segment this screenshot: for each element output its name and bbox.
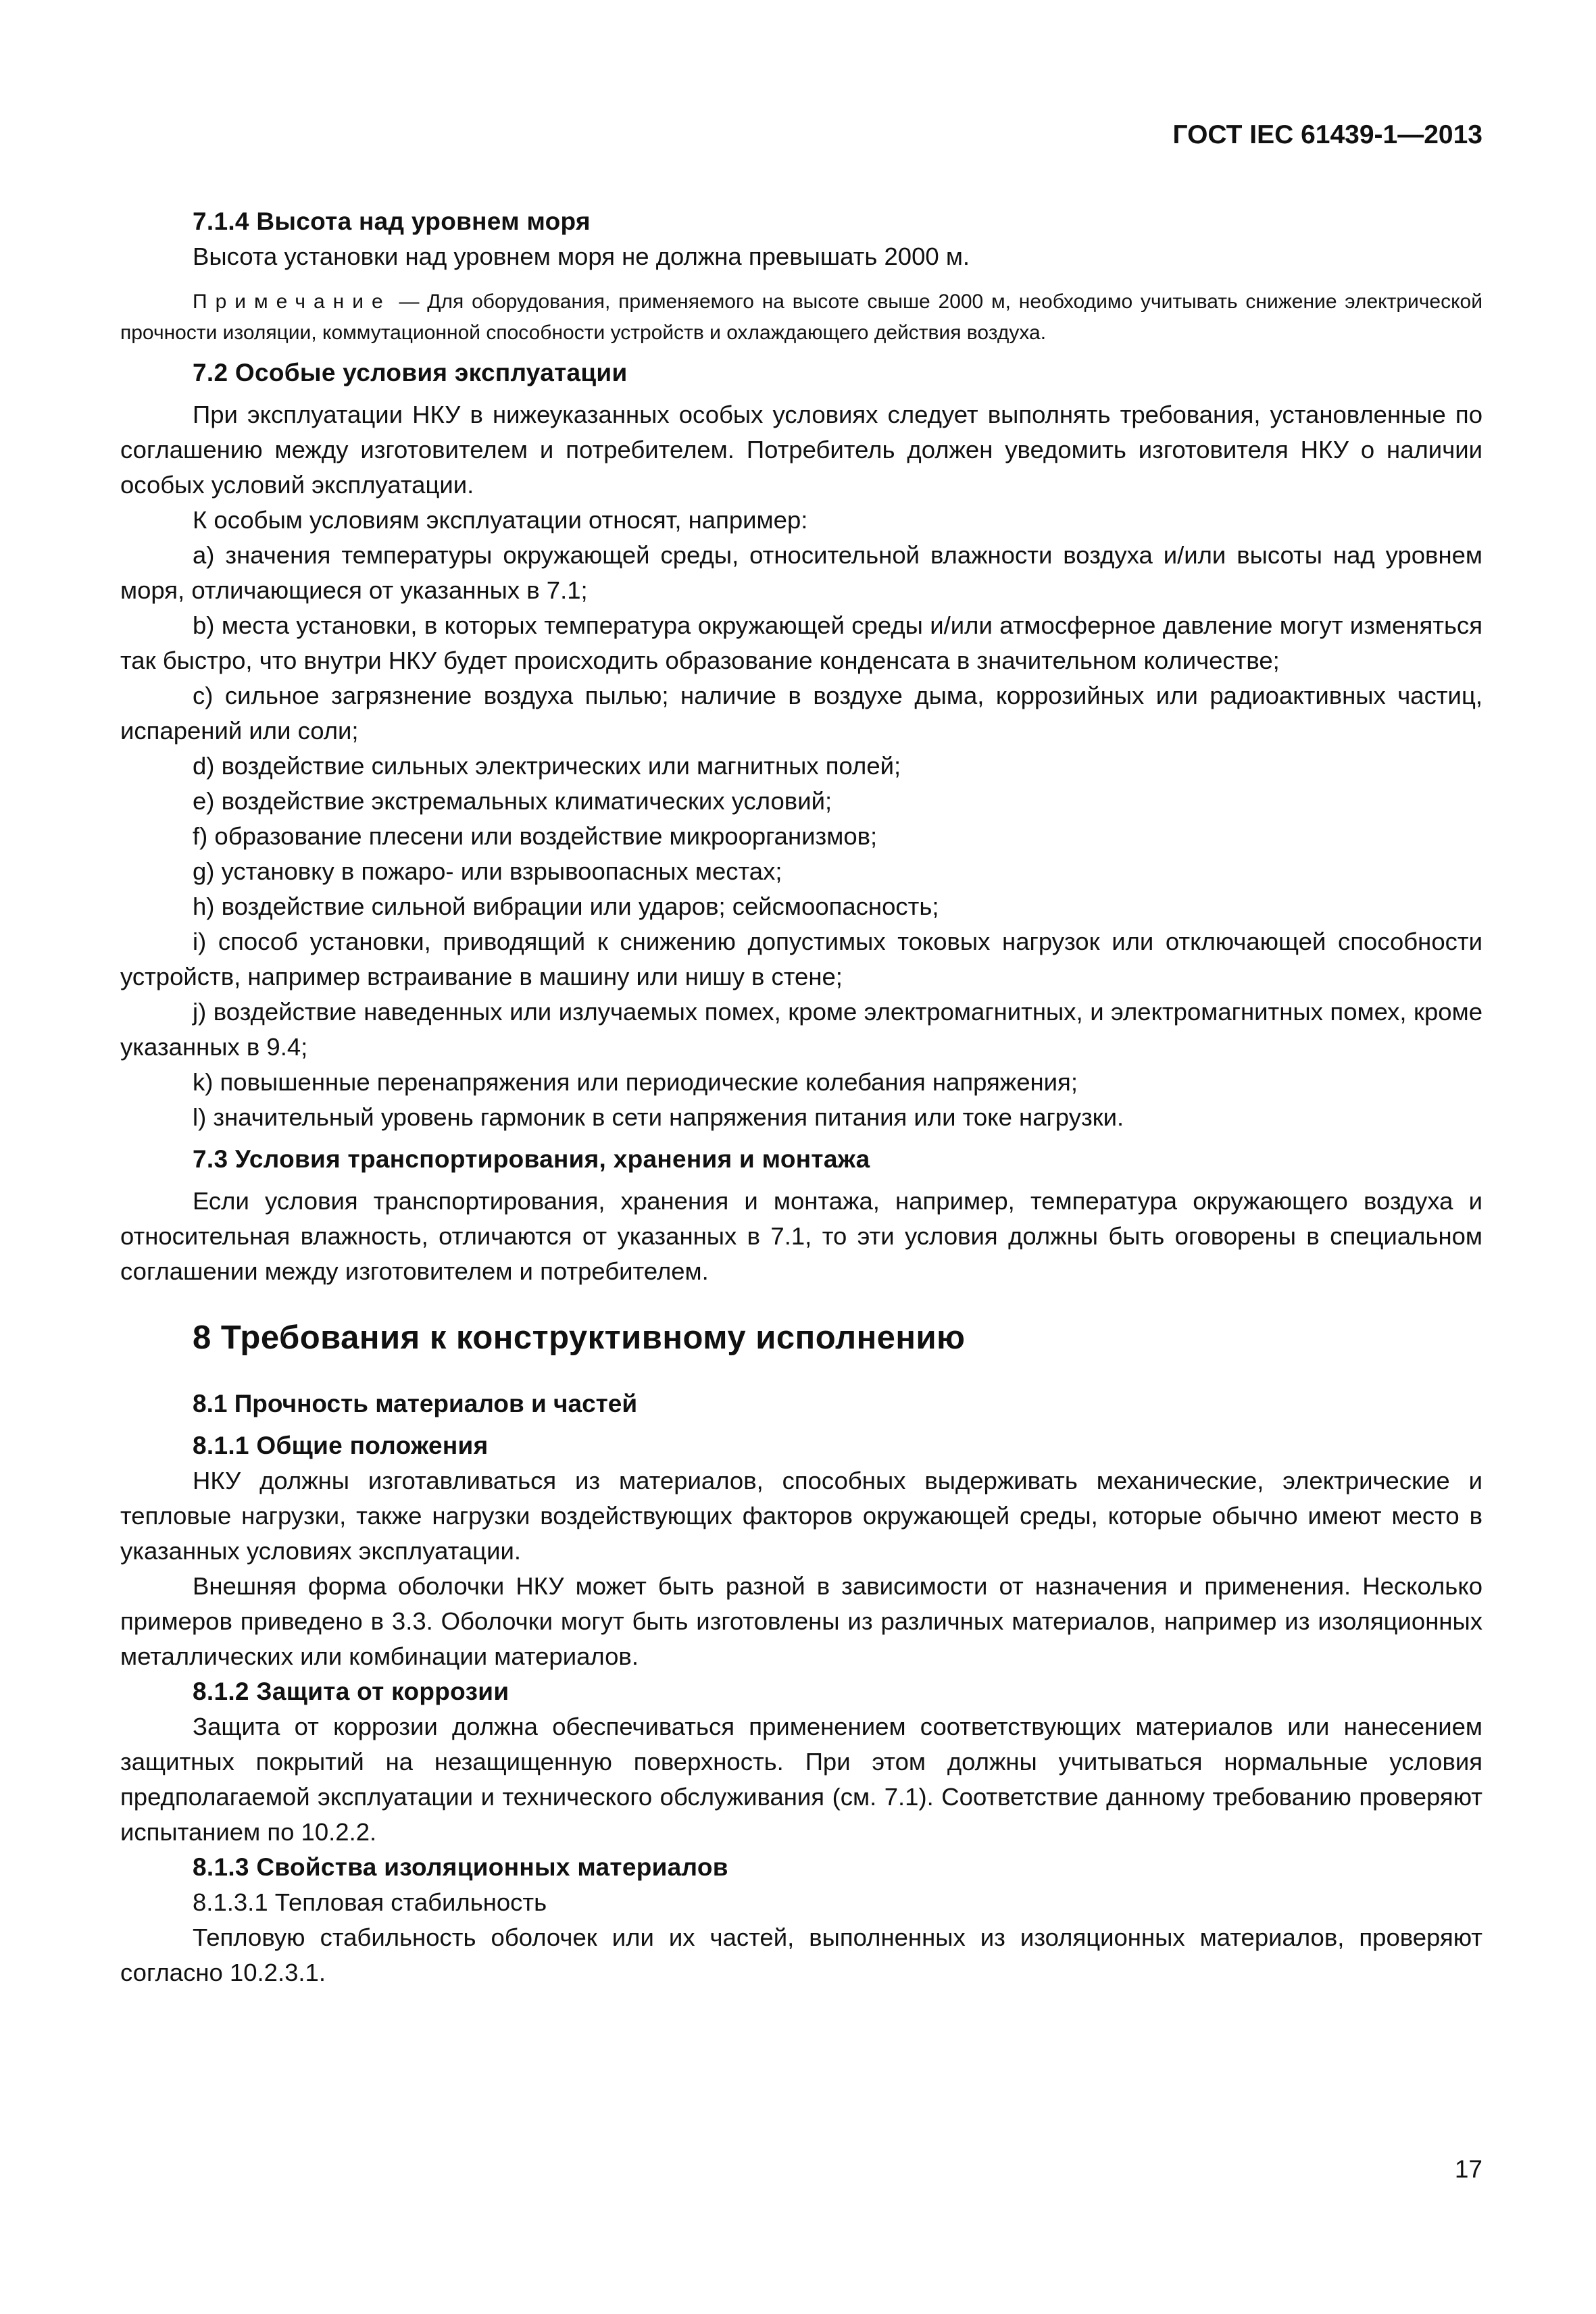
heading-8-1-1: 8.1.1 Общие положения [193, 1432, 489, 1459]
list-item-g: g) установку в пожаро- или взрывоопасных местах; [193, 857, 782, 885]
subheading-8-1-3-1: 8.1.3.1 Тепловая стабильность [193, 1888, 547, 1916]
paragraph: Внешняя форма оболочки НКУ может быть разной в зависимости от назначения и применения. Несколько примеров приведено в 3.3. Оболочки могут быть изготовлены из различных материалов, например из изоляционных металлических или комбинации материалов. [120, 1572, 1482, 1670]
list-item-i: i) способ установки, приводящий к снижению допустимых токовых нагрузок или отключающей способности устройств, например встраивание в машину или нишу в стене; [120, 928, 1482, 990]
list-item-k: k) повышенные перенапряжения или периодические колебания напряжения; [193, 1068, 1078, 1096]
list-item-d: d) воздействие сильных электрических или магнитных полей; [193, 752, 901, 780]
heading-8-1-3: 8.1.3 Свойства изоляционных материалов [193, 1853, 728, 1881]
list-item-h: h) воздействие сильной вибрации или ударов; сейсмоопасность; [193, 892, 939, 920]
paragraph: Высота установки над уровнем моря не должна превышать 2000 м. [193, 243, 970, 270]
list-item-a: a) значения температуры окружающей среды, относительной влажности воздуха и/или высоты над уровнем моря, отличающиеся от указанных в 7.1; [120, 541, 1482, 604]
paragraph: Защита от коррозии должна обеспечиваться применением соответствующих материалов или нанесением защитных покрытий на незащищенную поверхность. При этом должны учитываться нормальные условия предполагаемой эксплуатации и технического обслуживания (см. 7.1). Соответствие данному требованию проверяют испытанием по 10.2.2. [120, 1713, 1482, 1846]
list-item-b: b) места установки, в которых температура окружающей среды и/или атмосферное давление могут изменяться так быстро, что внутри НКУ будет происходить образование конденсата в значительном количестве; [120, 611, 1482, 674]
note [120, 286, 1482, 349]
list-item-l: l) значительный уровень гармоник в сети напряжения питания или токе нагрузки. [193, 1103, 1124, 1131]
heading-8-1: 8.1 Прочность материалов и частей [193, 1390, 638, 1417]
page-number: 17 [1454, 2155, 1482, 2183]
standard-header: ГОСТ IEC 61439-1—2013 [1172, 120, 1482, 149]
paragraph: Если условия транспортирования, хранения и монтажа, например, температура окружающего воздуха и относительная влажность, отличаются от указанных в 7.1, то эти условия должны быть оговорены в специальном соглашении между изготовителем и потребителем. [120, 1187, 1482, 1285]
list-item-e: e) воздействие экстремальных климатических условий; [193, 787, 832, 815]
note-label: Примечание [193, 291, 391, 313]
note-text: — Для оборудования, применяемого на высоте свыше 2000 м, необходимо учитывать снижение электрической прочности изоляции, коммутационной способности устройств и охлаждающего действия воздуха. [120, 291, 1482, 344]
page-content [120, 204, 1482, 1990]
list-item-c: c) сильное загрязнение воздуха пылью; наличие в воздухе дыма, коррозийных или радиоактивных частиц, испарений или соли; [120, 682, 1482, 745]
heading-7-1-4: 7.1.4 Высота над уровнем моря [193, 207, 591, 235]
paragraph: НКУ должны изготавливаться из материалов, способных выдерживать механические, электрические и тепловые нагрузки, также нагрузки воздействующих факторов окружающей среды, которые обычно имеют место в указанных условиях эксплуатации. [120, 1467, 1482, 1565]
heading-8-1-2: 8.1.2 Защита от коррозии [193, 1678, 509, 1705]
paragraph: К особым условиям эксплуатации относят, например: [193, 506, 808, 534]
list-item-j: j) воздействие наведенных или излучаемых помех, кроме электромагнитных, и электромагнитных помех, кроме указанных в 9.4; [120, 998, 1482, 1061]
heading-8: 8 Требования к конструктивному исполнению [193, 1319, 966, 1356]
paragraph: При эксплуатации НКУ в нижеуказанных особых условиях следует выполнять требования, установленные по соглашению между изготовителем и потребителем. Потребитель должен уведомить изготовителя НКУ о наличии особых условий эксплуатации. [120, 401, 1482, 499]
paragraph: Тепловую стабильность оболочек или их частей, выполненных из изоляционных материалов, проверяют согласно 10.2.3.1. [120, 1923, 1482, 1986]
heading-7-3: 7.3 Условия транспортирования, хранения и монтажа [193, 1145, 870, 1173]
list-item-f: f) образование плесени или воздействие микроорганизмов; [193, 822, 878, 850]
heading-7-2: 7.2 Особые условия эксплуатации [193, 359, 628, 386]
